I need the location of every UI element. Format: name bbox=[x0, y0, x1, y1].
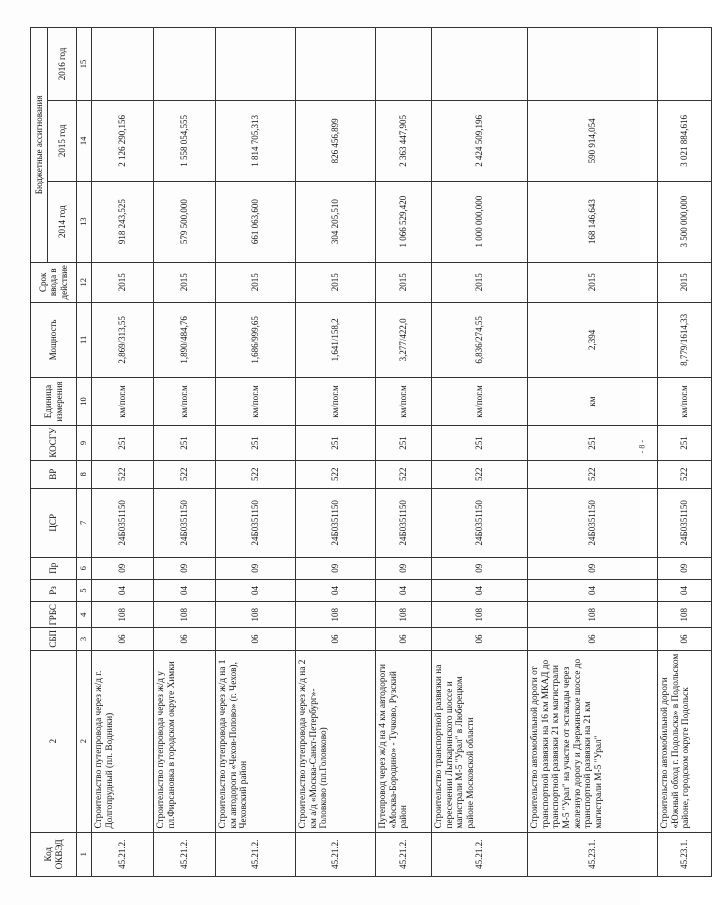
cell-deadline: 2015 bbox=[92, 262, 154, 302]
cell-kosgu: 251 bbox=[376, 426, 432, 460]
table-row bbox=[376, 28, 432, 877]
cell-rz: 04 bbox=[528, 579, 658, 601]
cell-okved: 45.23.1. bbox=[528, 832, 658, 876]
cell-deadline: 2015 bbox=[658, 262, 712, 302]
cell-vr: 522 bbox=[376, 460, 432, 488]
cell-y2015: 2 363 447,905 bbox=[376, 100, 432, 181]
cell-y2015: 590 914,054 bbox=[528, 100, 658, 181]
cell-csr: 24Б0351150 bbox=[376, 488, 432, 557]
cell-y2014: 1 000 000,000 bbox=[432, 181, 528, 262]
cell-rz: 04 bbox=[432, 579, 528, 601]
header-kosgu: КОСГУ bbox=[31, 426, 77, 460]
budget-table bbox=[30, 27, 712, 877]
cell-power: 6,836/274,55 bbox=[432, 303, 528, 378]
cell-y2014: 304 205,510 bbox=[296, 181, 376, 262]
cell-power: 3,277/422,0 bbox=[376, 303, 432, 378]
cell-kosgu: 251 bbox=[154, 426, 216, 460]
cell-kosgu: 251 bbox=[92, 426, 154, 460]
cell-deadline: 2015 bbox=[432, 262, 528, 302]
cell-sbp: 06 bbox=[432, 628, 528, 650]
cell-y2014: 168 146,643 bbox=[528, 181, 658, 262]
table-row bbox=[216, 28, 296, 877]
column-index-row bbox=[77, 28, 92, 877]
header-csr: ЦСР bbox=[31, 488, 77, 557]
cell-okved: 45.21.2. bbox=[296, 832, 376, 876]
cell-unit: км/пог.м bbox=[92, 377, 154, 426]
cell-kosgu: 251 bbox=[528, 426, 658, 460]
cell-sbp: 06 bbox=[92, 628, 154, 650]
column-index-cell: 7 bbox=[77, 488, 92, 557]
header-2016: 2016 год bbox=[48, 28, 77, 101]
cell-y2014: 3 500 000,000 bbox=[658, 181, 712, 262]
cell-y2016 bbox=[216, 28, 296, 101]
cell-vr: 522 bbox=[658, 460, 712, 488]
cell-rz: 04 bbox=[216, 579, 296, 601]
cell-okved: 45.21.2. bbox=[376, 832, 432, 876]
cell-y2015: 1 558 054,555 bbox=[154, 100, 216, 181]
cell-kosgu: 251 bbox=[216, 426, 296, 460]
cell-csr: 24Б0351150 bbox=[92, 488, 154, 557]
cell-y2014: 918 243,525 bbox=[92, 181, 154, 262]
cell-name: Строительство путепровода через ж/д у пл.Фирсановка в городском округе Химки bbox=[154, 650, 216, 832]
cell-deadline: 2015 bbox=[296, 262, 376, 302]
cell-name: Строительство автомобильной дороги от транспортной развязки на 16 км МКАД до транспортной развязки 21 км магистрали М-5 "Урал" на участке от эстакады через железную дорогу и Дзержинское шоссе до транспортной развязки на 21 км магистрали М-5 "Урал" bbox=[528, 650, 658, 832]
table-row bbox=[296, 28, 376, 877]
cell-name: Путепровод через ж/д на 4 км автодороги «Москва-Бородино» - Тучково, Рузский район bbox=[376, 650, 432, 832]
cell-y2014: 1 066 529,420 bbox=[376, 181, 432, 262]
header-kod-okved: Код ОКВЭД bbox=[31, 832, 77, 876]
cell-pr: 09 bbox=[92, 557, 154, 579]
table-row bbox=[432, 28, 528, 877]
cell-power: 8,779/1614,33 bbox=[658, 303, 712, 378]
table-row bbox=[154, 28, 216, 877]
cell-power: 1,890/484,76 bbox=[154, 303, 216, 378]
cell-unit: км bbox=[528, 377, 658, 426]
column-index-cell: 6 bbox=[77, 557, 92, 579]
cell-vr: 522 bbox=[216, 460, 296, 488]
cell-y2015: 3 021 884,616 bbox=[658, 100, 712, 181]
cell-y2016 bbox=[154, 28, 216, 101]
cell-grbs: 108 bbox=[154, 602, 216, 628]
cell-y2015: 826 456,899 bbox=[296, 100, 376, 181]
cell-csr: 24Б0351150 bbox=[296, 488, 376, 557]
cell-okved: 45.21.2. bbox=[154, 832, 216, 876]
column-index-cell: 11 bbox=[77, 303, 92, 378]
cell-unit: км/пог.м bbox=[296, 377, 376, 426]
header-deadline: Срок ввода в действие bbox=[31, 262, 77, 302]
cell-y2016 bbox=[658, 28, 712, 101]
header-2014: 2014 год bbox=[48, 181, 77, 262]
cell-grbs: 108 bbox=[296, 602, 376, 628]
cell-pr: 09 bbox=[216, 557, 296, 579]
column-index-cell: 14 bbox=[77, 100, 92, 181]
cell-y2016 bbox=[528, 28, 658, 101]
header-budget: Бюджетные ассигнования bbox=[31, 28, 48, 263]
cell-okved: 45.21.2. bbox=[432, 832, 528, 876]
cell-csr: 24Б0351150 bbox=[658, 488, 712, 557]
cell-rz: 04 bbox=[376, 579, 432, 601]
header-unit: Единица измерения bbox=[31, 377, 77, 426]
cell-y2016 bbox=[376, 28, 432, 101]
cell-rz: 04 bbox=[154, 579, 216, 601]
cell-y2014: 661 063,600 bbox=[216, 181, 296, 262]
cell-name: Строительство транспортной развязки на пересечении Лыткаринского шоссе и магистрали М-5 "Урал" в Люберецком районе Московской области bbox=[432, 650, 528, 832]
cell-name: Строительство путепровода через ж/д г. Долгопрудный (пл. Водники) bbox=[92, 650, 154, 832]
cell-csr: 24Б0351150 bbox=[528, 488, 658, 557]
cell-name: Строительство путепровода через ж/д на 2 км а/д «Москва-Санкт-Петербург»-Головково (пл.Головково) bbox=[296, 650, 376, 832]
cell-unit: км/пог.м bbox=[216, 377, 296, 426]
cell-grbs: 108 bbox=[658, 602, 712, 628]
cell-grbs: 108 bbox=[216, 602, 296, 628]
cell-rz: 04 bbox=[658, 579, 712, 601]
header-vr: ВР bbox=[31, 460, 77, 488]
cell-y2014: 579 500,000 bbox=[154, 181, 216, 262]
cell-unit: км/пог.м bbox=[658, 377, 712, 426]
cell-csr: 24Б0351150 bbox=[432, 488, 528, 557]
cell-y2015: 2 424 509,196 bbox=[432, 100, 528, 181]
cell-sbp: 06 bbox=[216, 628, 296, 650]
column-index-cell: 15 bbox=[77, 28, 92, 101]
header-pr: Пр bbox=[31, 557, 77, 579]
table-body bbox=[92, 28, 712, 877]
cell-deadline: 2015 bbox=[154, 262, 216, 302]
cell-deadline: 2015 bbox=[376, 262, 432, 302]
cell-csr: 24Б0351150 bbox=[216, 488, 296, 557]
page-number: - 8 - bbox=[637, 440, 646, 454]
table-row bbox=[92, 28, 154, 877]
cell-okved: 45.21.2. bbox=[92, 832, 154, 876]
cell-kosgu: 251 bbox=[658, 426, 712, 460]
cell-power: 2,394 bbox=[528, 303, 658, 378]
cell-pr: 09 bbox=[154, 557, 216, 579]
cell-vr: 522 bbox=[154, 460, 216, 488]
cell-y2016 bbox=[296, 28, 376, 101]
cell-vr: 522 bbox=[296, 460, 376, 488]
cell-vr: 522 bbox=[432, 460, 528, 488]
column-index-cell: 12 bbox=[77, 262, 92, 302]
cell-power: 1,686/999,65 bbox=[216, 303, 296, 378]
cell-sbp: 06 bbox=[528, 628, 658, 650]
table-row bbox=[658, 28, 712, 877]
column-index-cell: 5 bbox=[77, 579, 92, 601]
cell-pr: 09 bbox=[528, 557, 658, 579]
cell-grbs: 108 bbox=[528, 602, 658, 628]
header-2015: 2015 год bbox=[48, 100, 77, 181]
cell-grbs: 108 bbox=[92, 602, 154, 628]
cell-csr: 24Б0351150 bbox=[154, 488, 216, 557]
cell-deadline: 2015 bbox=[216, 262, 296, 302]
cell-pr: 09 bbox=[658, 557, 712, 579]
column-index-cell: 2 bbox=[77, 650, 92, 832]
cell-grbs: 108 bbox=[376, 602, 432, 628]
cell-unit: км/пог.м bbox=[154, 377, 216, 426]
column-index-cell: 8 bbox=[77, 460, 92, 488]
cell-pr: 09 bbox=[296, 557, 376, 579]
column-index-cell: 4 bbox=[77, 602, 92, 628]
cell-name: Строительство автомобильной дороги «Южный обход г. Подольска» в Подольском районе, городском округе Подольск bbox=[658, 650, 712, 832]
cell-y2016 bbox=[432, 28, 528, 101]
cell-deadline: 2015 bbox=[528, 262, 658, 302]
column-index-cell: 10 bbox=[77, 377, 92, 426]
cell-pr: 09 bbox=[432, 557, 528, 579]
cell-y2015: 2 126 290,156 bbox=[92, 100, 154, 181]
cell-pr: 09 bbox=[376, 557, 432, 579]
cell-rz: 04 bbox=[92, 579, 154, 601]
cell-sbp: 06 bbox=[658, 628, 712, 650]
column-index-cell: 13 bbox=[77, 181, 92, 262]
column-index-cell: 3 bbox=[77, 628, 92, 650]
header-grbs: ГРБС bbox=[31, 602, 77, 628]
cell-sbp: 06 bbox=[296, 628, 376, 650]
header-rz: Рз bbox=[31, 579, 77, 601]
cell-name: Строительство путепровода через ж/д на 1 км автодороги «Чехов-Попово» (г. Чехов), Чеховский район bbox=[216, 650, 296, 832]
header-power: Мощность bbox=[31, 303, 77, 378]
column-index-cell: 1 bbox=[77, 832, 92, 876]
cell-power: 2,869/313,55 bbox=[92, 303, 154, 378]
cell-kosgu: 251 bbox=[296, 426, 376, 460]
cell-kosgu: 251 bbox=[432, 426, 528, 460]
cell-unit: км/пог.м bbox=[376, 377, 432, 426]
cell-vr: 522 bbox=[92, 460, 154, 488]
rotated-table-container bbox=[30, 27, 692, 877]
cell-sbp: 06 bbox=[376, 628, 432, 650]
cell-unit: км/пог.м bbox=[432, 377, 528, 426]
cell-rz: 04 bbox=[296, 579, 376, 601]
cell-sbp: 06 bbox=[154, 628, 216, 650]
cell-okved: 45.23.1. bbox=[658, 832, 712, 876]
cell-grbs: 108 bbox=[432, 602, 528, 628]
header-sbp: СБП bbox=[31, 628, 77, 650]
cell-power: 1,641/158,2 bbox=[296, 303, 376, 378]
header-name: 2 bbox=[31, 650, 77, 832]
cell-vr: 522 bbox=[528, 460, 658, 488]
column-index-cell: 9 bbox=[77, 426, 92, 460]
cell-okved: 45.21.2. bbox=[216, 832, 296, 876]
cell-y2016 bbox=[92, 28, 154, 101]
cell-y2015: 1 814 705,313 bbox=[216, 100, 296, 181]
